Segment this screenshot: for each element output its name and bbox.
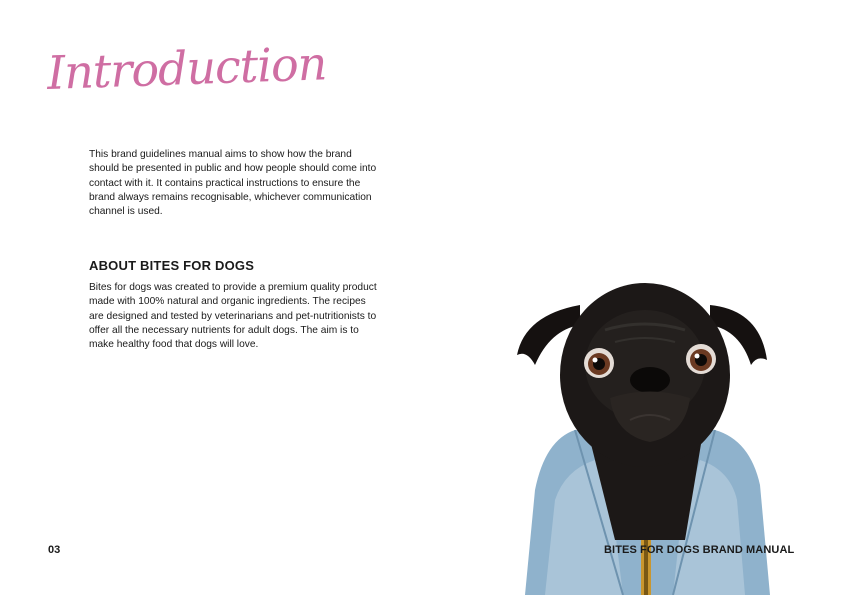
about-paragraph: Bites for dogs was created to provide a premium quality product made with 100% natural and organic ingredients. The recipes are designed and tested by veterinarians and pet-nutritionists to offer all the necessary nutrients for adult dogs. The aim is to make healthy food that dogs will love. [89,282,377,351]
about-heading: ABOUT BITES FOR DOGS [89,258,255,273]
footer-manual-title: BITES FOR DOGS BRAND MANUAL [604,544,795,556]
pug-nose [630,367,670,393]
page-number: 03 [48,544,61,556]
intro-paragraph: This brand guidelines manual aims to show how the brand should be presented in public and how people should come into contact with it. It contains practical instructions to ensure the brand always remains recognisable, whichever communication channel is used. [89,149,377,218]
page-title: Introduction [46,36,328,100]
